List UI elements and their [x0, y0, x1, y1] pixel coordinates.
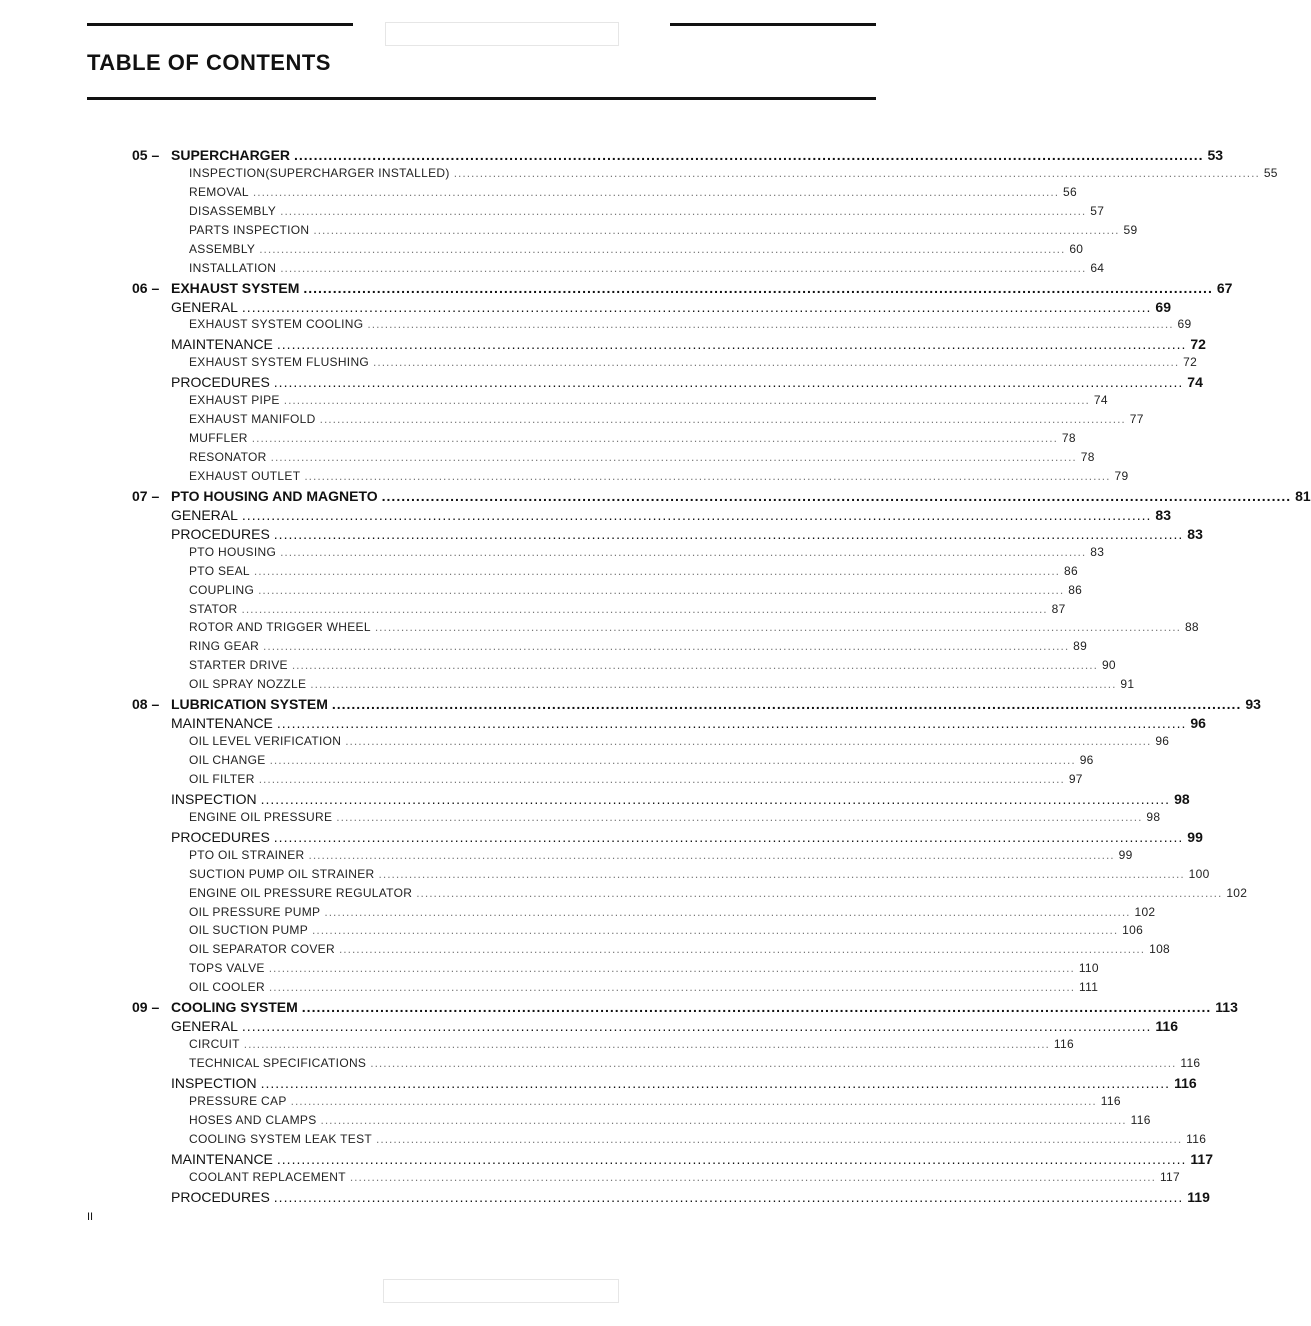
toc-subsection-row[interactable] — [0, 563, 1078, 583]
toc-page-number: 116 — [1053, 1037, 1074, 1052]
toc-section-row[interactable] — [0, 1074, 1197, 1094]
toc-entry-label: ENGINE OIL PRESSURE — [189, 809, 333, 824]
dot-leader: .......................................................................................................................................................................................... — [252, 184, 1060, 199]
toc-subsection-row[interactable] — [0, 184, 1077, 204]
toc-page-number: 69 — [1155, 298, 1171, 315]
toc-section-row[interactable] — [0, 715, 1206, 734]
toc-subsection-row[interactable] — [0, 317, 1192, 336]
toc-page-number: 56 — [1063, 184, 1077, 199]
dot-leader: .......................................................................................................................................................................................... — [376, 1131, 1183, 1146]
header-rule-right — [670, 23, 876, 26]
toc-page-number: 87 — [1051, 601, 1066, 616]
toc-subsection-row[interactable] — [0, 866, 1210, 886]
toc-page-number: 69 — [1177, 317, 1192, 332]
toc-chapter-number: 06 – — [132, 279, 160, 296]
dot-leader: .......................................................................................................................................................................................... — [280, 203, 1087, 218]
dot-leader: .......................................................................................................................................................................................... — [280, 544, 1087, 559]
toc-subsection-row[interactable] — [0, 241, 1084, 261]
toc-entry-label: PROCEDURES — [171, 374, 270, 391]
toc-subsection-row[interactable] — [0, 1037, 1074, 1056]
toc-entry-label: PARTS INSPECTION — [189, 222, 310, 237]
toc-subsection-row[interactable] — [0, 1131, 1207, 1151]
toc-entry-label: COUPLING — [189, 582, 255, 597]
dot-leader: .......................................................................................................................................................................................... — [349, 1169, 1156, 1184]
toc-page-number: 67 — [1216, 279, 1233, 296]
toc-entry-label: INSPECTION — [171, 1074, 257, 1091]
toc-entry-label: ENGINE OIL PRESSURE REGULATOR — [189, 885, 413, 900]
dot-leader: .......................................................................................................................................................................................... — [253, 563, 1060, 578]
toc-entry-label: INSTALLATION — [189, 260, 277, 275]
toc-entry-label: PTO SEAL — [189, 563, 250, 578]
dot-leader: .......................................................................................................................................................................................... — [416, 885, 1223, 900]
toc-entry-label: PTO HOUSING — [189, 544, 277, 559]
toc-page-number: 96 — [1079, 753, 1094, 767]
toc-page-number: 117 — [1159, 1169, 1180, 1184]
toc-page-number: 116 — [1186, 1131, 1207, 1146]
toc-entry-label: EXHAUST SYSTEM — [171, 279, 300, 296]
dot-leader: .......................................................................................................................................................................................... — [280, 260, 1087, 275]
toc-page-number: 81 — [1295, 487, 1311, 504]
dot-leader: .......................................................................................................................................................................................... — [263, 639, 1070, 654]
toc-entry-label: INSPECTION(SUPERCHARGER INSTALLED) — [189, 165, 450, 180]
dot-leader: .......................................................................................................................................................................................... — [241, 298, 1152, 315]
toc-entry-label: DISASSEMBLY — [189, 203, 277, 218]
toc-page-number: 119 — [1187, 1188, 1210, 1205]
toc-page-number: 89 — [1073, 639, 1088, 654]
dot-leader: .......................................................................................................................................................................................... — [260, 1074, 1171, 1091]
dot-leader: .......................................................................................................................................................................................... — [268, 961, 1075, 976]
toc-page-number: 83 — [1090, 544, 1105, 559]
toc-subsection-row[interactable] — [0, 753, 1094, 772]
toc-chapter-row[interactable] — [0, 279, 1233, 299]
toc-section-row[interactable] — [0, 1150, 1213, 1170]
toc-page-number: 74 — [1187, 374, 1203, 391]
toc-subsection-row[interactable] — [0, 923, 1144, 942]
toc-entry-label: OIL PRESSURE PUMP — [189, 904, 321, 919]
toc-subsection-row[interactable] — [0, 393, 1108, 412]
toc-subsection-row[interactable] — [0, 639, 1088, 658]
toc-entry-label: EXHAUST OUTLET — [189, 468, 301, 483]
toc-entry-label: OIL SPRAY NOZZLE — [189, 677, 307, 692]
title-underline — [87, 97, 876, 100]
dot-leader: .......................................................................................................................................................................................... — [310, 677, 1117, 692]
toc-subsection-row[interactable] — [0, 1093, 1121, 1113]
dot-leader: .......................................................................................................................................................................................... — [373, 355, 1180, 370]
toc-page-number: 113 — [1215, 999, 1238, 1016]
table-of-contents — [0, 147, 1311, 1208]
dot-leader: .......................................................................................................................................................................................... — [283, 393, 1090, 408]
toc-subsection-row[interactable] — [0, 620, 1199, 639]
toc-entry-label: PROCEDURES — [171, 1188, 270, 1205]
dot-leader: .......................................................................................................................................................................................... — [345, 734, 1152, 749]
dot-leader: .......................................................................................................................................................................................... — [258, 771, 1065, 786]
toc-entry-label: MAINTENANCE — [171, 336, 273, 353]
toc-chapter-number: 08 – — [132, 696, 160, 713]
toc-chapter-row[interactable] — [0, 147, 1224, 166]
toc-entry-label: OIL SEPARATOR COVER — [189, 942, 335, 957]
footer-scan-box — [383, 1279, 619, 1303]
toc-page-number: 91 — [1120, 677, 1135, 692]
dot-leader: .......................................................................................................................................................................................... — [260, 790, 1171, 807]
toc-section-row[interactable] — [0, 336, 1206, 355]
toc-page-number: 116 — [1180, 1056, 1201, 1070]
toc-page-number: 86 — [1064, 563, 1078, 578]
toc-page-number: 60 — [1069, 241, 1084, 256]
toc-entry-label: TECHNICAL SPECIFICATIONS — [189, 1056, 367, 1070]
toc-chapter-number: 09 – — [132, 999, 160, 1016]
header-rule-left — [87, 23, 353, 26]
dot-leader: .......................................................................................................................................................................................... — [320, 1112, 1127, 1127]
dot-leader: .......................................................................................................................................................................................... — [276, 715, 1187, 732]
toc-chapter-row[interactable] — [0, 696, 1261, 715]
toc-subsection-row[interactable] — [0, 165, 1278, 185]
toc-page-number: 74 — [1093, 393, 1108, 408]
toc-page-number: 102 — [1134, 904, 1156, 919]
dot-leader: .......................................................................................................................................................................................... — [273, 828, 1184, 845]
toc-section-row[interactable] — [0, 374, 1203, 393]
toc-page-number: 117 — [1190, 1150, 1213, 1167]
page-title: TABLE OF CONTENTS — [87, 50, 331, 75]
toc-page-number: 59 — [1123, 222, 1138, 237]
dot-leader: .......................................................................................................................................................................................... — [338, 942, 1146, 957]
toc-entry-label: MAINTENANCE — [171, 1150, 273, 1167]
dot-leader: .......................................................................................................................................................................................... — [241, 1018, 1152, 1035]
toc-subsection-row[interactable] — [0, 450, 1095, 469]
toc-entry-label: HOSES AND CLAMPS — [189, 1112, 317, 1127]
toc-page-number: 116 — [1130, 1112, 1151, 1127]
dot-leader: .......................................................................................................................................................................................... — [367, 317, 1174, 332]
toc-subsection-row[interactable] — [0, 431, 1076, 450]
toc-section-row[interactable] — [0, 828, 1203, 848]
page-number: II — [87, 1211, 94, 1223]
toc-subsection-row[interactable] — [0, 809, 1161, 829]
toc-entry-label: OIL COOLER — [189, 980, 265, 995]
dot-leader: .......................................................................................................................................................................................... — [313, 222, 1120, 237]
toc-entry-label: EXHAUST SYSTEM COOLING — [189, 317, 364, 332]
dot-leader: .......................................................................................................................................................................................... — [381, 487, 1292, 504]
dot-leader: .......................................................................................................................................................................................... — [269, 753, 1076, 767]
toc-page-number: 64 — [1090, 260, 1105, 275]
dot-leader: .......................................................................................................................................................................................... — [374, 620, 1181, 635]
toc-page-number: 93 — [1245, 696, 1261, 713]
dot-leader: .......................................................................................................................................................................................... — [273, 374, 1184, 391]
toc-entry-label: ROTOR AND TRIGGER WHEEL — [189, 620, 371, 635]
dot-leader: .......................................................................................................................................................................................... — [270, 450, 1077, 464]
dot-leader: .......................................................................................................................................................................................... — [319, 412, 1126, 427]
dot-leader: .......................................................................................................................................................................................... — [324, 904, 1131, 919]
toc-entry-label: GENERAL — [171, 1018, 238, 1035]
toc-subsection-row[interactable] — [0, 412, 1144, 431]
toc-subsection-row[interactable] — [0, 222, 1138, 242]
toc-page-number: 90 — [1101, 658, 1116, 673]
toc-subsection-row[interactable] — [0, 677, 1135, 696]
toc-chapter-number: 07 – — [132, 487, 160, 504]
dot-leader: .......................................................................................................................................................................................... — [301, 999, 1212, 1016]
toc-subsection-row[interactable] — [0, 658, 1116, 677]
toc-entry-label: STATOR — [189, 601, 238, 616]
toc-entry-label: PROCEDURES — [171, 525, 270, 542]
toc-subsection-row[interactable] — [0, 980, 1099, 999]
toc-page-number: 100 — [1188, 866, 1210, 881]
toc-subsection-row[interactable] — [0, 961, 1099, 980]
dot-leader: .......................................................................................................................................................................................... — [243, 1037, 1050, 1052]
toc-subsection-row[interactable] — [0, 468, 1129, 488]
toc-page-number: 116 — [1155, 1018, 1178, 1035]
toc-page-number: 96 — [1155, 734, 1170, 749]
toc-entry-label: RESONATOR — [189, 450, 267, 464]
toc-page-number: 86 — [1068, 582, 1083, 597]
toc-subsection-row[interactable] — [0, 904, 1156, 924]
toc-page-number: 111 — [1079, 980, 1099, 995]
toc-entry-label: SUCTION PUMP OIL STRAINER — [189, 866, 375, 881]
toc-page-number: 97 — [1068, 771, 1083, 786]
toc-entry-label: MAINTENANCE — [171, 715, 273, 732]
toc-page-number: 78 — [1080, 450, 1095, 464]
toc-entry-label: EXHAUST SYSTEM FLUSHING — [189, 355, 370, 370]
toc-page-number: 108 — [1149, 942, 1171, 957]
toc-page-number: 78 — [1061, 431, 1076, 446]
toc-subsection-row[interactable] — [0, 734, 1170, 753]
dot-leader: .......................................................................................................................................................................................... — [312, 923, 1119, 938]
toc-entry-label: INSPECTION — [171, 790, 257, 807]
dot-leader: .......................................................................................................................................................................................... — [294, 147, 1204, 163]
toc-page-number: 55 — [1263, 165, 1278, 180]
dot-leader: .......................................................................................................................................................................................... — [276, 1150, 1187, 1167]
toc-page-number: 72 — [1190, 336, 1206, 353]
toc-subsection-row[interactable] — [0, 355, 1198, 374]
toc-entry-label: COOLING SYSTEM — [171, 999, 298, 1016]
dot-leader: .......................................................................................................................................................................................... — [251, 431, 1058, 446]
dot-leader: .......................................................................................................................................................................................... — [259, 241, 1066, 256]
toc-page-number: 72 — [1183, 355, 1198, 370]
toc-page-number: 98 — [1174, 790, 1190, 807]
dot-leader: .......................................................................................................................................................................................... — [268, 980, 1076, 995]
toc-entry-label: GENERAL — [171, 506, 238, 523]
toc-section-row[interactable] — [0, 1018, 1178, 1037]
toc-entry-label: EXHAUST PIPE — [189, 393, 280, 408]
toc-entry-label: COOLING SYSTEM LEAK TEST — [189, 1131, 373, 1146]
toc-page-number: 53 — [1207, 147, 1224, 163]
toc-subsection-row[interactable] — [0, 942, 1171, 961]
toc-subsection-row[interactable] — [0, 582, 1083, 602]
toc-section-row[interactable] — [0, 298, 1171, 318]
toc-chapter-row[interactable] — [0, 999, 1238, 1018]
toc-entry-label: OIL SUCTION PUMP — [189, 923, 309, 938]
toc-entry-label: SUPERCHARGER — [171, 147, 291, 163]
toc-page-number: 77 — [1129, 412, 1144, 427]
toc-subsection-row[interactable] — [0, 601, 1066, 621]
toc-entry-label: GENERAL — [171, 298, 238, 315]
toc-page-number: 83 — [1187, 525, 1203, 542]
toc-entry-label: MUFFLER — [189, 431, 248, 446]
toc-page-number: 88 — [1184, 620, 1199, 635]
dot-leader: .......................................................................................................................................................................................... — [273, 525, 1184, 542]
toc-page-number: 102 — [1226, 885, 1248, 900]
toc-page-number: 99 — [1118, 847, 1133, 862]
dot-leader: .......................................................................................................................................................................................... — [336, 809, 1143, 824]
dot-leader: .......................................................................................................................................................................................... — [276, 336, 1187, 353]
toc-entry-label: EXHAUST MANIFOLD — [189, 412, 316, 427]
toc-subsection-row[interactable] — [0, 847, 1133, 867]
toc-entry-label: LUBRICATION SYSTEM — [171, 696, 328, 713]
toc-entry-label: TOPS VALVE — [189, 961, 265, 976]
toc-section-row[interactable] — [0, 1188, 1210, 1208]
toc-chapter-row[interactable] — [0, 487, 1311, 507]
toc-page-number: 96 — [1190, 715, 1206, 732]
dot-leader: .......................................................................................................................................................................................... — [453, 165, 1260, 180]
dot-leader: .......................................................................................................................................................................................... — [291, 658, 1098, 673]
header-scan-box — [385, 22, 619, 46]
dot-leader: .......................................................................................................................................................................................... — [308, 847, 1115, 862]
toc-subsection-row[interactable] — [0, 203, 1105, 223]
toc-entry-label: PTO OIL STRAINER — [189, 847, 305, 862]
toc-entry-label: PTO HOUSING AND MAGNETO — [171, 487, 378, 504]
toc-subsection-row[interactable] — [0, 1112, 1151, 1132]
toc-section-row[interactable] — [0, 506, 1171, 526]
toc-section-row[interactable] — [0, 525, 1203, 545]
toc-entry-label: RING GEAR — [189, 639, 260, 654]
toc-chapter-number: 05 – — [132, 147, 160, 163]
toc-page-number: 116 — [1100, 1093, 1121, 1108]
toc-entry-label: COOLANT REPLACEMENT — [189, 1169, 346, 1184]
dot-leader: .......................................................................................................................................................................................... — [290, 1093, 1097, 1108]
dot-leader: .......................................................................................................................................................................................... — [241, 601, 1048, 616]
dot-leader: .......................................................................................................................................................................................... — [331, 696, 1242, 713]
toc-entry-label: REMOVAL — [189, 184, 249, 199]
toc-section-row[interactable] — [0, 790, 1190, 810]
toc-page-number: 116 — [1174, 1074, 1197, 1091]
toc-subsection-row[interactable] — [0, 771, 1083, 791]
toc-page-number: 79 — [1114, 468, 1129, 483]
toc-subsection-row[interactable] — [0, 260, 1105, 280]
toc-entry-label: OIL CHANGE — [189, 753, 266, 767]
dot-leader: .......................................................................................................................................................................................... — [370, 1056, 1177, 1070]
toc-entry-label: OIL LEVEL VERIFICATION — [189, 734, 342, 749]
toc-page-number: 99 — [1187, 828, 1203, 845]
toc-entry-label: PRESSURE CAP — [189, 1093, 287, 1108]
toc-subsection-row[interactable] — [0, 1056, 1201, 1075]
toc-page-number: 57 — [1090, 203, 1105, 218]
toc-page-number: 98 — [1146, 809, 1161, 824]
dot-leader: .......................................................................................................................................................................................... — [303, 279, 1213, 296]
dot-leader: .......................................................................................................................................................................................... — [378, 866, 1185, 881]
toc-entry-label: ASSEMBLY — [189, 241, 256, 256]
toc-entry-label: PROCEDURES — [171, 828, 270, 845]
toc-subsection-row[interactable] — [0, 1169, 1180, 1189]
dot-leader: .......................................................................................................................................................................................... — [241, 506, 1152, 523]
toc-entry-label: CIRCUIT — [189, 1037, 240, 1052]
dot-leader: .......................................................................................................................................................................................... — [258, 582, 1065, 597]
toc-entry-label: STARTER DRIVE — [189, 658, 288, 673]
dot-leader: .......................................................................................................................................................................................... — [273, 1188, 1184, 1205]
toc-page-number: 83 — [1155, 506, 1171, 523]
toc-entry-label: OIL FILTER — [189, 771, 255, 786]
toc-subsection-row[interactable] — [0, 544, 1105, 564]
toc-page-number: 110 — [1078, 961, 1099, 976]
toc-page-number: 106 — [1122, 923, 1144, 938]
toc-subsection-row[interactable] — [0, 885, 1248, 905]
dot-leader: .......................................................................................................................................................................................... — [304, 468, 1111, 483]
